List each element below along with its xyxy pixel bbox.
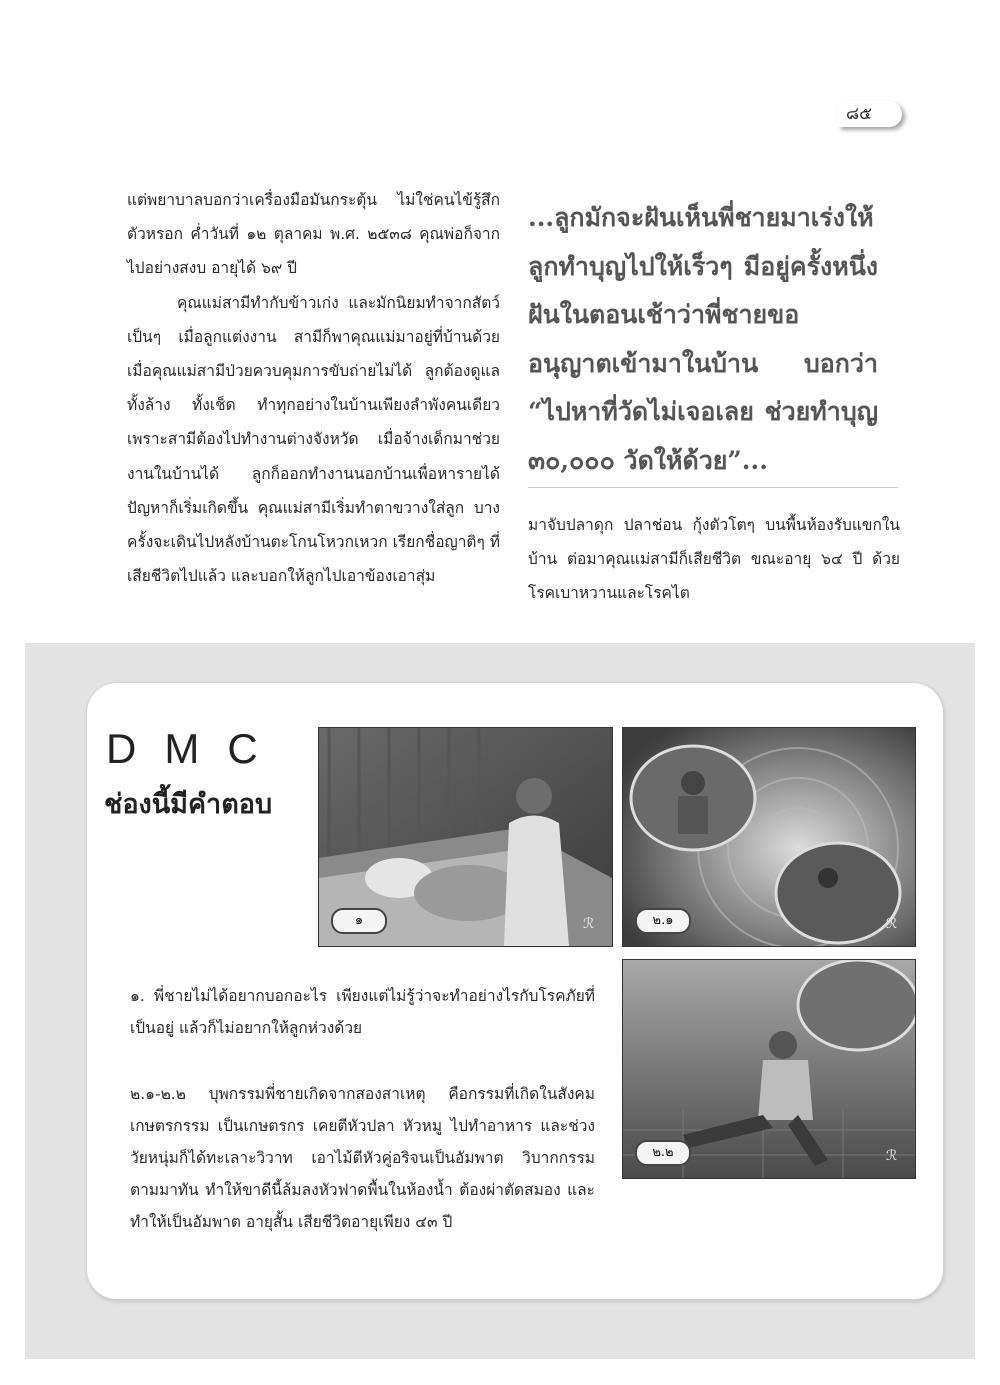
illustration-panel-2-1 — [622, 727, 916, 947]
left-paragraph-2: คุณแม่สามีทำกับข้าวเก่ง และมักนิยมทำจากสัตว์เป็นๆ เมื่อลูกแต่งงาน สามีก็พาคุณแม่มาอยู่ที่บ้านด้วย เมื่อคุณแม่สามีป่วยควบคุมการขับถ่ายไม่ได้ ลูกต้องดูแล ทั้งล้าง ทั้งเช็ด ทำทุกอย่างในบ้านเพียงลำพังคนเดียว เพราะสามีต้องไปทำงานต่างจังหวัด เมื่อจ้างเด็กมาช่วยงานในบ้านได้ ลูกก็ออกทำงานนอกบ้านเพื่อหารายได้ ปัญหาก็เริ่มเกิดขึ้น คุณแม่สามีเริ่มทำตาขวางใส่ลูก บางครั้งจะเดินไปหลังบ้านตะโกนโหวกเหวก เรียกชื่อญาติๆ ที่เสียชีวิตไปแล้ว และบอกให้ลูกไปเอาข้องเอาสุ่ม — [127, 293, 500, 586]
artist-signature-2-1: ℛ — [885, 916, 897, 932]
panel-label-1: ๑ — [331, 908, 387, 934]
dmc-subtitle: ช่องนี้มีคำตอบ — [104, 789, 273, 820]
answer-2: ๒.๑-๒.๒ บุพกรรมพี่ชายเกิดจากสองสาเหตุ คือกรรมที่เกิดในสังคมเกษตรกรรม เป็นเกษตรกร เคยตีหัวปลา หัวหมู ไปทำอาหาร และช่วงวัยหนุ่มก็ได้ทะเลาะวิวาท เอาไม้ตีหัวคู่อริจนเป็นอัมพาต วิบากกรรมตามมาทัน ทำให้ขาดีนี้ล้มลงหัวฟาดพื้นในห้องน้ำ ต้องผ่าตัดสมอง และทำให้เป็นอัมพาต อายุสั้น เสียชีวิตอายุเพียง ๔๓ ปี — [130, 1085, 595, 1231]
quote-divider — [528, 487, 898, 488]
artist-signature-1: ℛ — [582, 916, 594, 932]
page-number: ๘๕ — [846, 104, 872, 124]
answer-1: ๑. พี่ชายไม่ได้อยากบอกอะไร เพียงแต่ไม่รู้ว่าจะทำอย่างไรกับโรคภัยที่เป็นอยู่ แล้วก็ไม่อยากให้ลูกห่วงด้วย — [130, 987, 595, 1037]
illustration-panel-1 — [318, 727, 613, 947]
page-number-tab — [838, 101, 902, 127]
left-paragraph-1: แต่พยาบาลบอกว่าเครื่องมือมันกระตุ้น ไม่ใช่คนไข้รู้สึกตัวหรอก ค่ำวันที่ ๑๒ ตุลาคม พ.ศ. ๒๕๓๘ คุณพ่อก็จากไปอย่างสงบ อายุได้ ๖๙ ปี — [127, 191, 500, 278]
artist-signature-2-2: ℛ — [885, 1148, 897, 1164]
dmc-title: DMC — [106, 725, 286, 772]
panel-label-2-1: ๒.๑ — [635, 908, 691, 934]
pull-quote: ...ลูกมักจะฝันเห็นพี่ชายมาเร่งให้ลูกทำบุญไปให้เร็วๆ มีอยู่ครั้งหนึ่งฝันในตอนเช้าว่าพี่ชายขออนุญาตเข้ามาในบ้าน บอกว่า “ไปหาที่วัดไม่เจอเลย ช่วยทำบุญ ๓๐,๐๐๐ วัดให้ด้วย”... — [528, 203, 878, 475]
panel-label-2-2: ๒.๒ — [635, 1140, 691, 1166]
illustration-panel-2-2 — [622, 959, 916, 1179]
left-column — [127, 183, 500, 593]
right-column: มาจับปลาดุก ปลาช่อน กุ้งตัวโตๆ บนพื้นห้องรับแขกในบ้าน ต่อมาคุณแม่สามีก็เสียชีวิต ขณะอายุ ๖๔ ปี ด้วยโรคเบาหวานและโรคไต — [528, 516, 900, 603]
dmc-answers — [130, 980, 595, 1238]
